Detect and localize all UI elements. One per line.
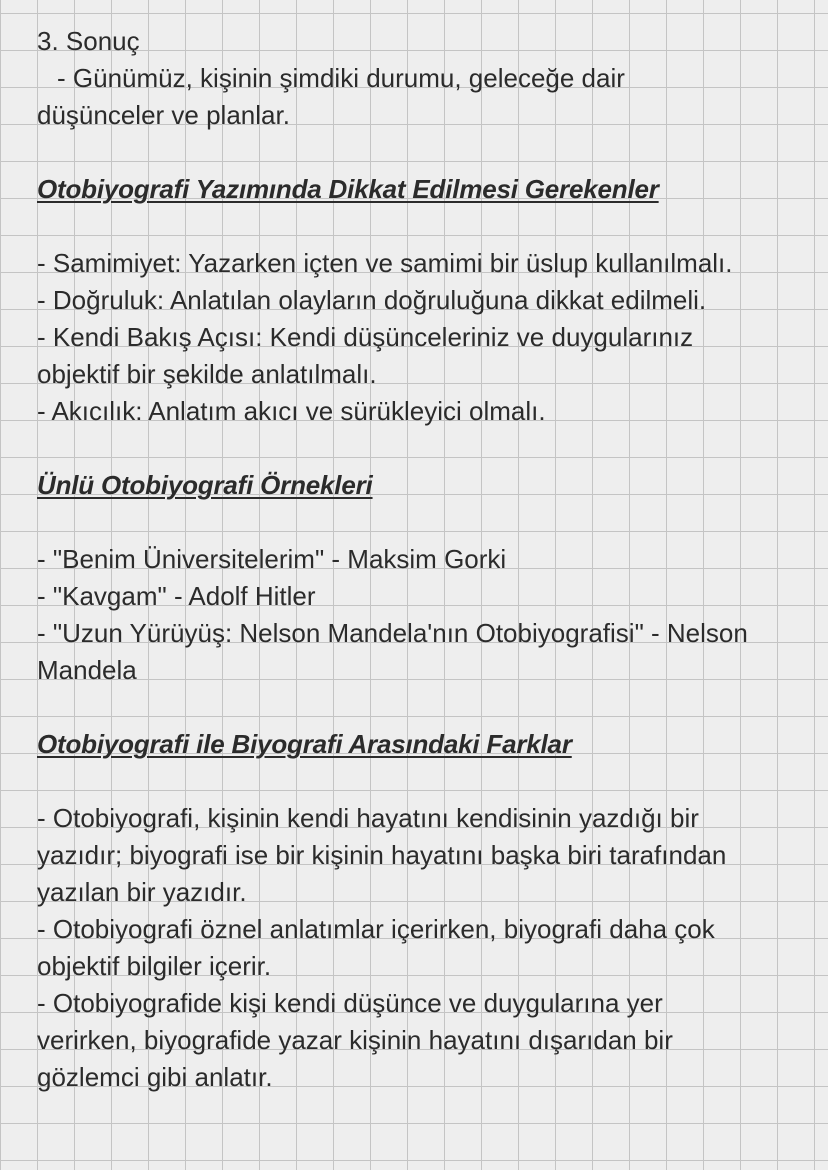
- tip-line: objektif bir şekilde anlatılmalı.: [37, 359, 377, 389]
- conclusion-text-line: - Günümüz, kişinin şimdiki durumu, geleceğe dair: [57, 63, 625, 93]
- example-line: - "Kavgam" - Adolf Hitler: [37, 581, 316, 611]
- tip-line: - Kendi Bakış Açısı: Kendi düşünceleriniz ve duygularınız: [37, 322, 694, 352]
- tip-line: - Samimiyet: Yazarken içten ve samimi bir üslup kullanılmalı.: [37, 248, 733, 278]
- section-title-sonuc: 3. Sonuç: [37, 26, 140, 56]
- difference-line: - Otobiyografide kişi kendi düşünce ve duygularına yer: [37, 988, 663, 1018]
- tip-line: - Doğruluk: Anlatılan olayların doğruluğuna dikkat edilmeli.: [37, 285, 707, 315]
- difference-line: objektif bilgiler içerir.: [37, 951, 272, 981]
- difference-line: yazıdır; biyografi ise bir kişinin hayatını başka biri tarafından: [37, 840, 727, 870]
- difference-line: verirken, biyografide yazar kişinin hayatını dışarıdan bir: [37, 1025, 673, 1055]
- difference-line: yazılan bir yazıdır.: [37, 877, 247, 907]
- heading-famous-examples: Ünlü Otobiyografi Örnekleri: [37, 470, 373, 500]
- tip-line: - Akıcılık: Anlatım akıcı ve sürükleyici olmalı.: [37, 396, 546, 426]
- difference-line: - Otobiyografi öznel anlatımlar içerirken, biyografi daha çok: [37, 914, 715, 944]
- difference-line: - Otobiyografi, kişinin kendi hayatını kendisinin yazdığı bir: [37, 803, 699, 833]
- heading-writing-tips: Otobiyografi Yazımında Dikkat Edilmesi Gerekenler: [37, 174, 659, 204]
- difference-line: gözlemci gibi anlatır.: [37, 1062, 273, 1092]
- example-line: - "Uzun Yürüyüş: Nelson Mandela'nın Otobiyografisi" - Nelson: [37, 618, 748, 648]
- heading-differences: Otobiyografi ile Biyografi Arasındaki Farklar: [37, 729, 572, 759]
- example-line: Mandela: [37, 655, 137, 685]
- example-line: - "Benim Üniversitelerim" - Maksim Gorki: [37, 544, 507, 574]
- conclusion-text-line: düşünceler ve planlar.: [37, 100, 290, 130]
